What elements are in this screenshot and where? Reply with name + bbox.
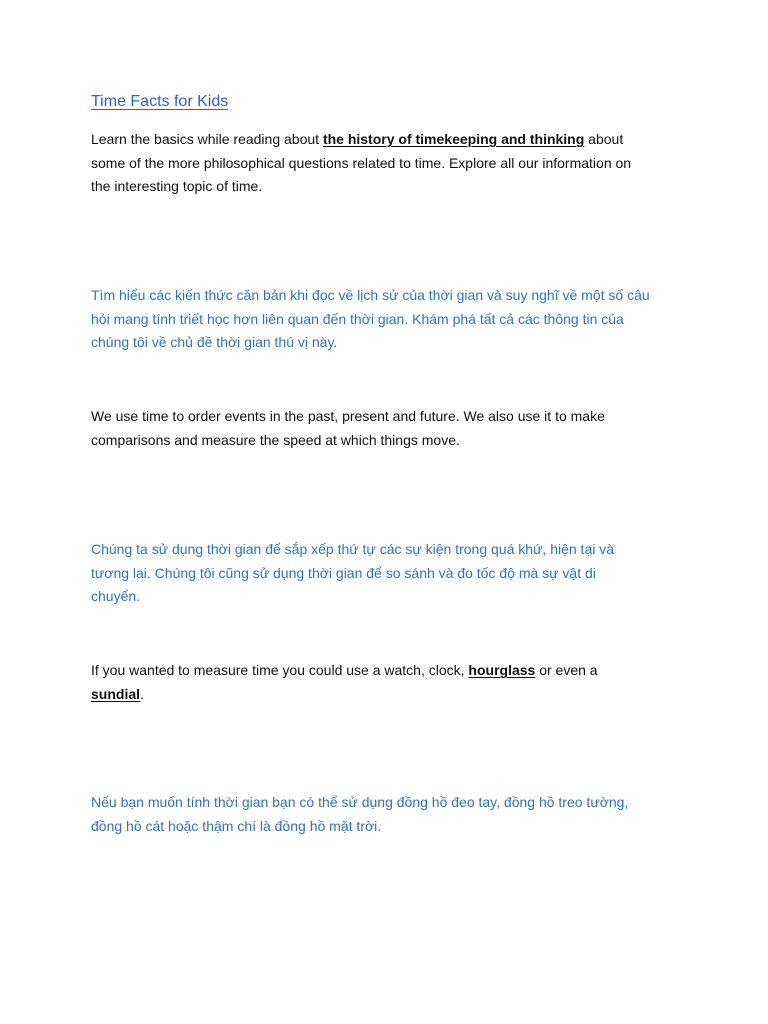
paragraph-line: comparisons and measure the speed at which things move. <box>91 431 460 448</box>
paragraph-line <box>91 128 691 152</box>
paragraph-line: Chúng ta sử dụng thời gian để sắp xếp thứ tự các sự kiện trong quá khứ, hiện tại và <box>91 541 615 557</box>
paragraph-line: some of the more philosophical questions related to time. Explore all our information on <box>91 154 632 171</box>
text-segment: Learn the basics while reading about <box>91 131 323 147</box>
paragraph-line: Tìm hiểu các kiến thức căn bản khi đọc về lịch sử của thời gian và suy nghĩ về một số câu <box>91 287 650 303</box>
paragraph-line: tương lai. Chúng tôi cũng sử dụng thời gian để so sánh và đo tốc độ mà sự vật di <box>91 564 596 581</box>
timekeeping-history-link[interactable]: the history of timekeeping and thinking <box>322 131 585 147</box>
paragraph-english-1 <box>91 128 691 199</box>
paragraph-vietnamese-2 <box>91 538 691 609</box>
page-title-link[interactable]: Time Facts for Kids <box>91 93 229 110</box>
text-segment: . <box>140 685 144 702</box>
hourglass-link[interactable]: hourglass <box>468 662 536 678</box>
paragraph-line: the interesting topic of time. <box>91 178 263 194</box>
paragraph-vietnamese-1 <box>91 284 691 355</box>
paragraph-line: hỏi mang tính triết học hơn liên quan đến thời gian. Khám phá tất cả các thông tin của <box>91 310 624 327</box>
paragraph-english-3 <box>91 659 691 706</box>
paragraph-line: Nếu bạn muốn tính thời gian bạn có thể sử dụng đồng hồ đeo tay, đồng hồ treo tường, <box>91 794 629 810</box>
paragraph-english-2 <box>91 405 691 452</box>
paragraph-line <box>91 659 691 683</box>
text-segment: about <box>584 131 624 147</box>
paragraph-line: We use time to order events in the past, present and future. We also use it to make <box>91 408 605 424</box>
text-segment: or even a <box>535 662 598 678</box>
paragraph-line: chuyển. <box>91 588 141 604</box>
paragraph-line: đồng hồ cát hoặc thậm chí là đồng hồ mặt trời. <box>91 817 382 834</box>
paragraph-line <box>91 683 691 707</box>
paragraph-vietnamese-3 <box>91 791 691 838</box>
text-segment: If you wanted to measure time you could use a watch, clock, <box>91 662 469 678</box>
sundial-link[interactable]: sundial <box>91 685 141 702</box>
paragraph-line: chúng tôi về chủ đề thời gian thú vị này. <box>91 334 338 350</box>
